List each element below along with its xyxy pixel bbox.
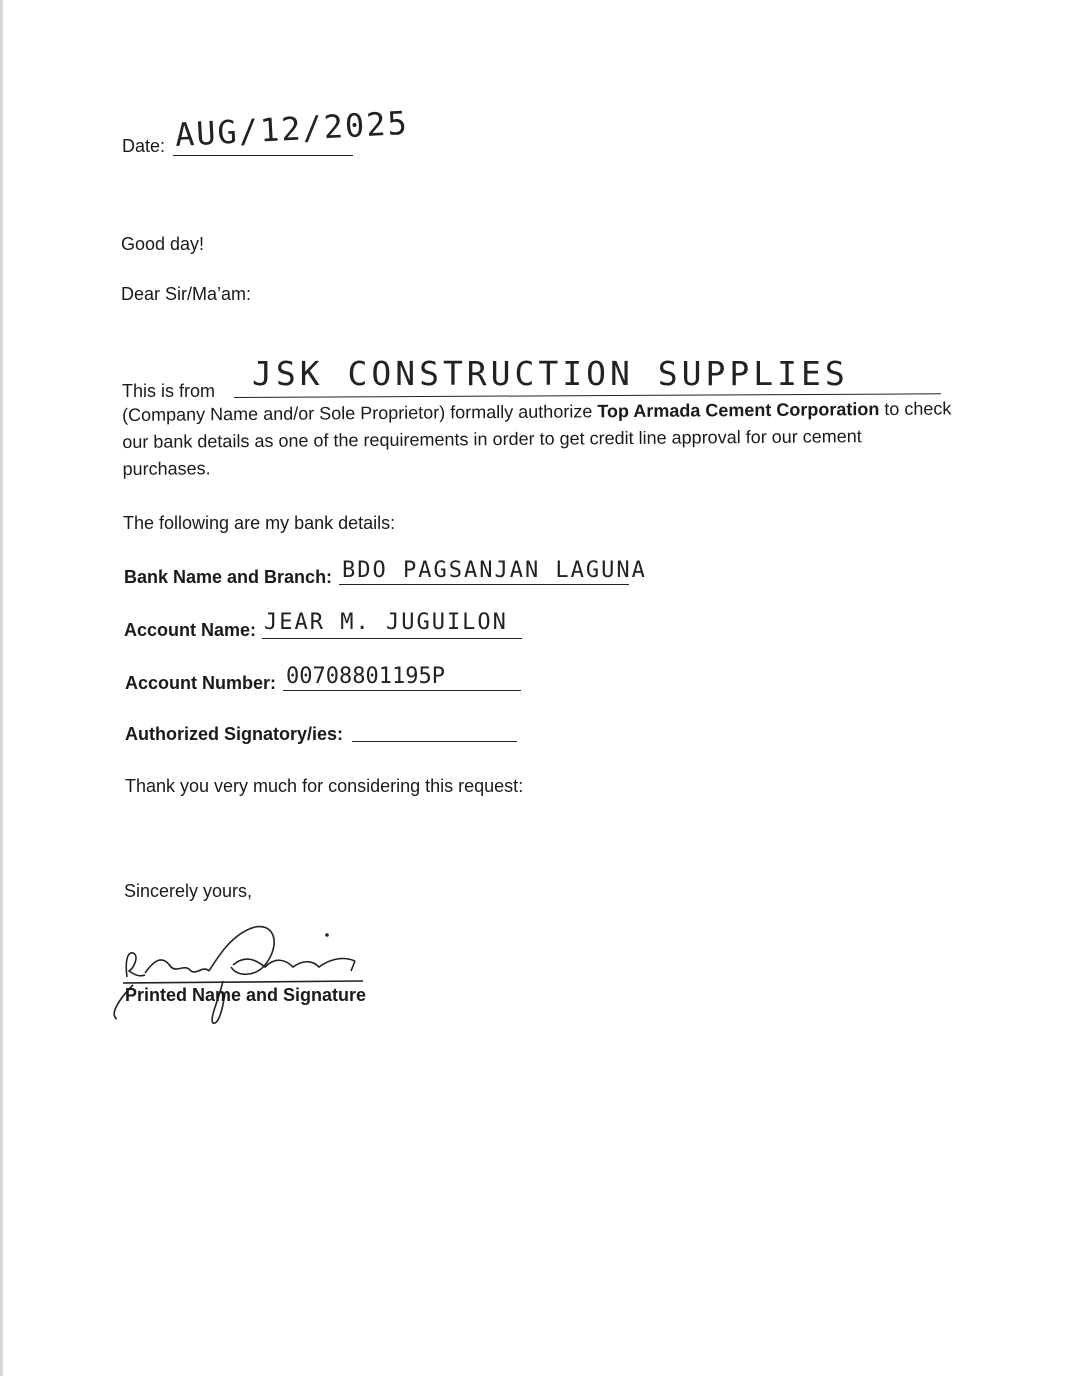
date-underline	[173, 155, 353, 156]
intro-prefix: This is from	[122, 381, 216, 401]
paragraph-text-start: (Company Name and/or Sole Proprietor) formally authorize	[122, 401, 598, 425]
company-value: JSK CONSTRUCTION SUPPLIES	[252, 354, 849, 393]
account-number-underline	[283, 690, 521, 691]
thanks-text: Thank you very much for considering this request:	[125, 776, 524, 796]
authorized-signatory-underline	[352, 741, 517, 742]
closing-text: Sincerely yours,	[124, 881, 253, 901]
handwritten-signature	[105, 915, 375, 1030]
bank-details-intro: The following are my bank details:	[123, 513, 396, 533]
account-name-underline	[262, 638, 522, 639]
account-name-value: JEAR M. JUGUILON	[264, 610, 508, 635]
authorized-signatory-label: Authorized Signatory/ies:	[125, 724, 344, 744]
paragraph-text-end: to check our bank details as one of the requirements in order to get credit line approval for our cement purchases.	[122, 398, 952, 479]
date-value: AUG/12/2025	[174, 103, 410, 154]
paragraph-company-bold: Top Armada Cement Corporation	[597, 399, 880, 422]
signature-caption: Printed Name and Signature	[125, 985, 367, 1005]
bank-name-value: BDO PAGSANJAN LAGUNA	[342, 558, 647, 583]
account-name-label: Account Name:	[124, 620, 257, 640]
date-label: Date:	[122, 136, 166, 156]
bank-name-label: Bank Name and Branch:	[124, 567, 333, 587]
account-number-value: 00708801195P	[286, 664, 445, 689]
greeting: Good day!	[121, 234, 205, 254]
salutation: Dear Sir/Ma’am:	[121, 284, 252, 304]
authorization-paragraph	[122, 395, 953, 483]
account-number-label: Account Number:	[125, 673, 277, 693]
page-edge-shadow	[0, 0, 3, 1376]
bank-name-underline	[339, 584, 629, 585]
